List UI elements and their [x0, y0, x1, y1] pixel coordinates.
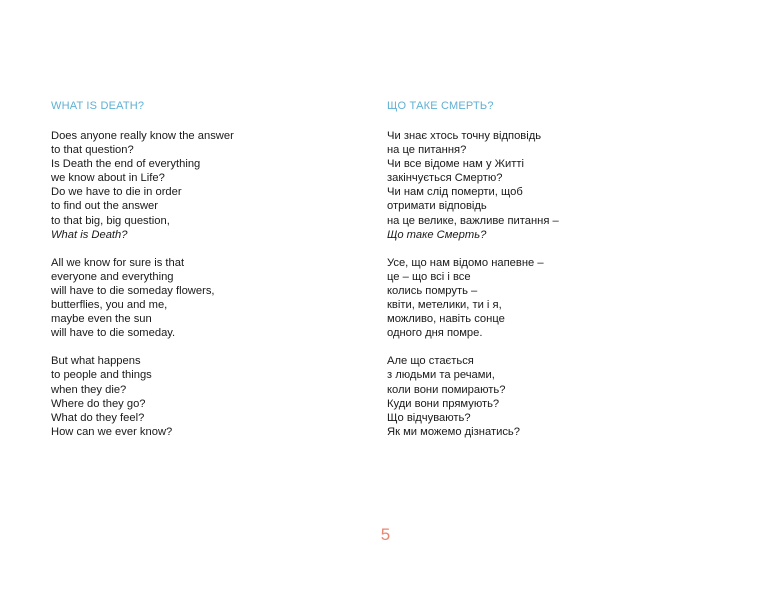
ukrainian-title: ЩО ТАКЕ СМЕРТЬ?	[387, 100, 494, 112]
poem-line: Do we have to die in order	[51, 186, 182, 199]
poem-line: на це велике, важливе питання –	[387, 214, 559, 227]
english-stanza-3	[51, 354, 341, 439]
poem-line: will have to die someday.	[51, 327, 176, 340]
poem-line: butterflies, you and me,	[51, 299, 168, 312]
english-stanza-2	[51, 256, 341, 341]
poem-line: колись помруть –	[387, 284, 478, 297]
poem-line: на це питання?	[387, 144, 467, 157]
poem-line: Що відчувають?	[387, 411, 471, 424]
poem-line: to that question?	[51, 144, 134, 157]
poem-line: maybe even the sun	[51, 313, 152, 326]
poem-line: But what happens	[51, 355, 141, 368]
poem-line: we know about in Life?	[51, 172, 165, 185]
poem-line: можливо, навіть сонце	[387, 313, 505, 326]
poem-line: Усе, що нам відомо напевне –	[387, 256, 544, 269]
poem-line: to people and things	[51, 369, 152, 382]
poem-line: Куди вони прямують?	[387, 397, 500, 410]
poem-line-italic: What is Death?	[51, 228, 128, 241]
poem-line: Як ми можемо дізнатись?	[387, 425, 520, 438]
poem-line: отримати відповідь	[387, 200, 487, 213]
poem-line: Чи все відоме нам у Житті	[387, 158, 524, 171]
poem-line: це – що всі і все	[387, 270, 471, 283]
poem-line: What do they feel?	[51, 411, 145, 424]
ukrainian-stanza-2	[387, 256, 687, 341]
poem-line: to find out the answer	[51, 200, 158, 213]
poem-line: Чи нам слід померти, щоб	[387, 186, 523, 199]
poem-line: закінчується Смертю?	[387, 172, 503, 185]
poem-line-italic: Що таке Смерть?	[387, 228, 487, 241]
english-stanza-1	[51, 129, 341, 242]
poem-line: з людьми та речами,	[387, 369, 495, 382]
poem-line: everyone and everything	[51, 270, 174, 283]
poem-line: All we know for sure is that	[51, 256, 185, 269]
poem-line: Does anyone really know the answer	[51, 130, 234, 142]
page-number: 5	[380, 525, 391, 544]
poem-line: Is Death the end of everything	[51, 158, 201, 171]
poem-line: How can we ever know?	[51, 425, 173, 438]
ukrainian-column	[387, 99, 687, 453]
poem-line: коли вони помирають?	[387, 383, 506, 396]
poem-line: квіти, метелики, ти і я,	[387, 299, 502, 312]
poem-line: Але що стається	[387, 355, 474, 368]
poem-line: Where do they go?	[51, 397, 146, 410]
ukrainian-stanza-1	[387, 129, 687, 242]
poem-line: одного дня помре.	[387, 327, 483, 340]
poem-line: to that big, big question,	[51, 214, 170, 227]
english-column	[51, 99, 341, 453]
poem-line: will have to die someday flowers,	[51, 284, 215, 297]
ukrainian-stanza-3	[387, 354, 687, 439]
poem-line: Чи знає хтось точну відповідь	[387, 130, 542, 142]
english-title: WHAT IS DEATH?	[51, 100, 145, 112]
poem-line: when they die?	[51, 383, 127, 396]
